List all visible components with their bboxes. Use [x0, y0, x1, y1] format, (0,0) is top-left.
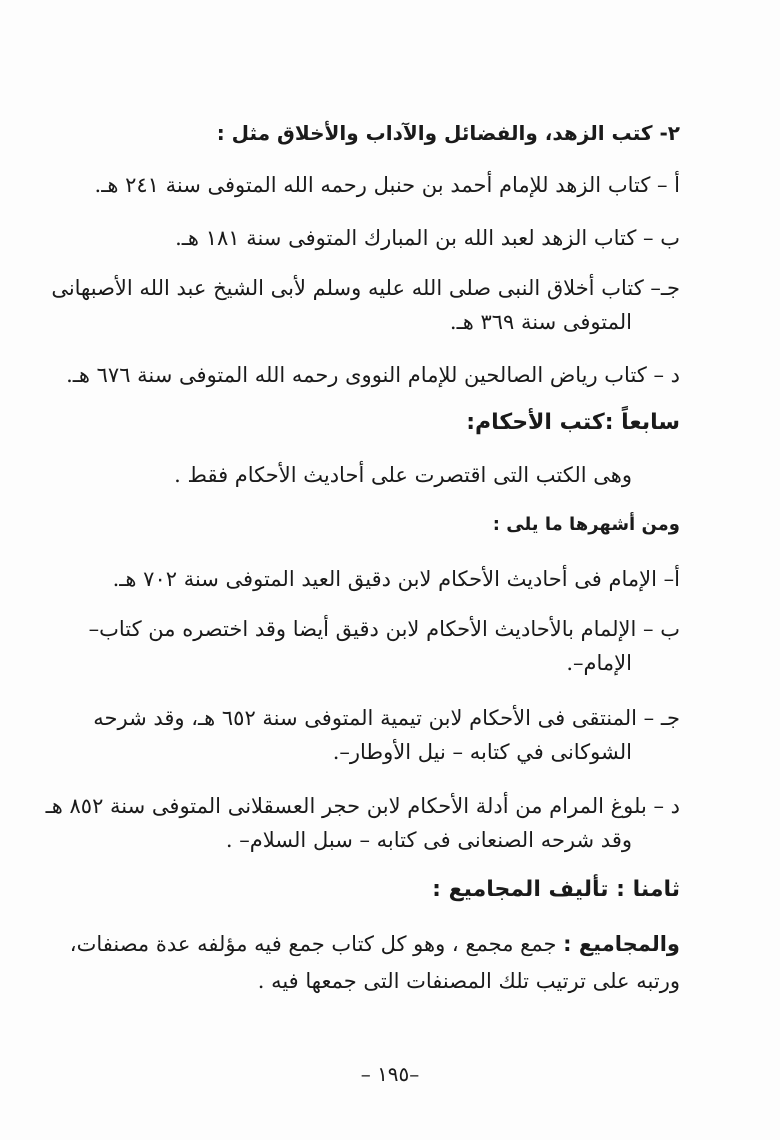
ahkam-item-c-continuation: الشوكانى في كتابه – نيل الأوطار–. [332, 740, 632, 764]
majamee-definition-line [0, 929, 680, 959]
section-majamee-heading: ثامنا : تأليف المجاميع : [432, 877, 680, 902]
ahkam-item-c: جـ – المنتقى فى الأحكام لابن تيمية المتوفى سنة ٦٥٢ هـ، وقد شرحه [93, 706, 680, 730]
majamee-continuation: ورتبه على ترتيب تلك المصنفات التى جمعها فيه . [257, 969, 680, 993]
ahkam-item-d: د – بلوغ المرام من أدلة الأحكام لابن حجر العسقلانى المتوفى سنة ٨٥٢ هـ [45, 794, 680, 818]
ahkam-item-b-continuation: الإمام–. [566, 651, 632, 675]
zuhd-item-a: أ – كتاب الزهد للإمام أحمد بن حنبل رحمه الله المتوفى سنة ٢٤١ هـ. [94, 173, 680, 197]
section-zuhd-heading: ٢- كتب الزهد، والفضائل والآداب والأخلاق مثل : [216, 121, 680, 145]
zuhd-item-d: د – كتاب رياض الصالحين للإمام النووى رحمه الله المتوفى سنة ٦٧٦ هـ. [66, 363, 680, 387]
ahkam-intro: وهى الكتب التى اقتصرت على أحاديث الأحكام فقط . [174, 463, 632, 487]
majamee-term: والمجاميع : [563, 932, 680, 956]
ahkam-subheading: ومن أشهرها ما يلى : [492, 514, 680, 535]
page-number: –١٩٥ – [360, 1062, 420, 1086]
zuhd-item-b: ب – كتاب الزهد لعبد الله بن المبارك المتوفى سنة ١٨١ هـ. [175, 226, 680, 250]
ahkam-item-a: أ– الإمام فى أحاديث الأحكام لابن دقيق العيد المتوفى سنة ٧٠٢ هـ. [112, 567, 680, 591]
zuhd-item-c: جـ– كتاب أخلاق النبى صلى الله عليه وسلم لأبى الشيخ عبد الله الأصبهانى [51, 276, 680, 300]
section-ahkam-heading: سابعاً :كتب الأحكام: [466, 410, 680, 435]
majamee-definition: جمع مجمع ، وهو كل كتاب جمع فيه مؤلفه عدة مصنفات، [69, 932, 564, 956]
zuhd-item-c-continuation: المتوفى سنة ٣٦٩ هـ. [449, 310, 632, 334]
ahkam-item-d-continuation: وقد شرحه الصنعانى فى كتابه – سبل السلام– . [225, 828, 632, 852]
ahkam-item-b: ب – الإلمام بالأحاديث الأحكام لابن دقيق أيضا وقد اختصره من كتاب– [88, 617, 680, 641]
